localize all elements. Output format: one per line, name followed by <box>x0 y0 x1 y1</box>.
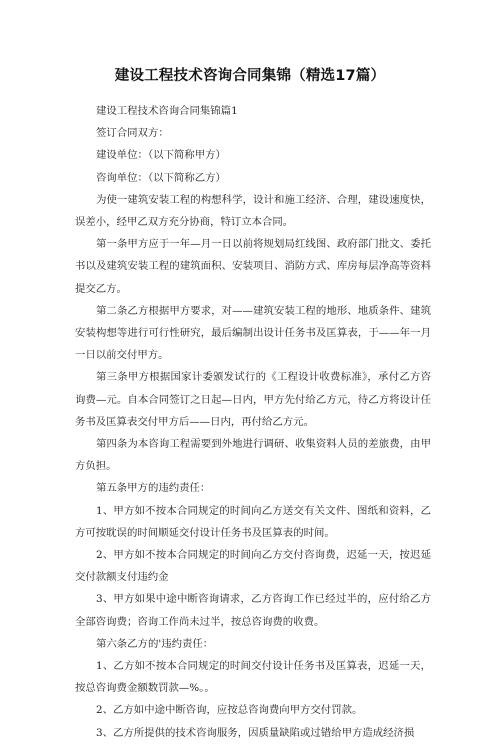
paragraph: 3、乙方所提供的技术咨询服务，因质量缺陷或过错给甲方造成经济损 <box>96 726 415 739</box>
document-body <box>75 100 431 744</box>
section-heading: 建设工程技术咨询合同集锦篇1 <box>96 105 238 117</box>
paragraph: 第一条甲方应于一年—月一日以前将规划局红线图、政府部门批文、委托书以及建筑安装工程的建筑面积、安装项目、消防方式、库房每层净高等资料提交乙方。 <box>75 238 431 295</box>
document-title: 建设工程技术咨询合同集锦（精选17篇） <box>114 68 386 84</box>
paragraph: 第四条为本咨询工程需要到外地进行调研、收集资料人员的差旅费，由甲方负担。 <box>75 438 431 473</box>
paragraph: 1、甲方如不按本合同规定的时间向乙方送交有关文件、图纸和资料，乙方可按耽误的时间顺延交付设计任务书及匡算表的时间。 <box>75 504 431 539</box>
paragraph: 1、乙方如不按本合同规定的时间交付设计任务书及匡算表，迟延一天，按总咨询费金额数罚款—%。。 <box>75 660 431 695</box>
paragraph: 3、甲方如果中途中断咨询请求，乙方咨询工作已经过半的，应付给乙方全部咨询费；咨询工作尚未过半，按总咨询费的收费。 <box>75 593 431 628</box>
paragraph: 签订合同双方： <box>96 127 169 140</box>
paragraph: 咨询单位：（以下简称乙方） <box>96 171 226 184</box>
paragraph: 第五条甲方的违约责任： <box>96 482 211 495</box>
paragraph: 为使一建筑安装工程的构想科学，设计和施工经济、合理，建设速度快，误差小，经甲乙双方充分协商，特订立本合同。 <box>75 193 431 229</box>
paragraph: 建设单位：（以下简称甲方） <box>96 149 226 162</box>
paragraph: 2、甲方如不按本合同规定的时间向乙方交付咨询费，迟延一天，按迟延交付款额支付违约金 <box>75 549 431 584</box>
paragraph: 第六条乙方的'违约责任： <box>96 637 214 650</box>
paragraph: 2、乙方如中途中断咨询，应按总咨询费向甲方交付罚款。 <box>96 704 363 717</box>
paragraph: 第二条乙方根据甲方要求，对——建筑安装工程的地形、地质条件、建筑安装构想等进行可行性研究，最后编制出设计任务书及匡算表，于——年一月一日以前交付甲方。 <box>75 304 431 362</box>
paragraph: 第三条甲方根据国家计委颁发试行的《工程设计收费标准》，承付乙方咨询费—元。自本合同签订之日起—日内，甲方先付给乙方元，待乙方将设计任务书及匡算表交付甲方后——日内，再付给乙方元。 <box>75 371 431 428</box>
